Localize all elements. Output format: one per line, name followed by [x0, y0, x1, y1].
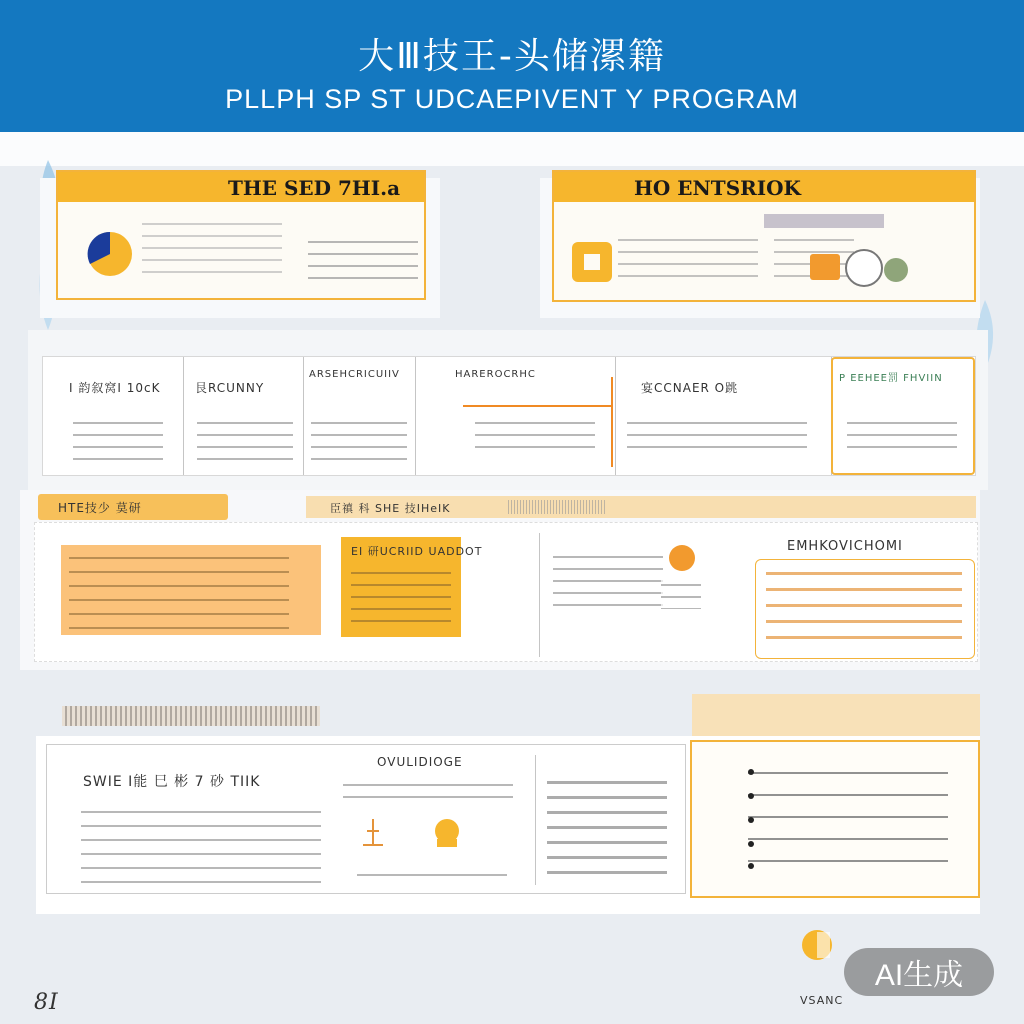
section3-card-title: OVULIDIOGE — [377, 755, 463, 769]
section3-mid-text-2 — [357, 869, 507, 883]
table-col-1-header: I 韵叙窝I 10cK — [69, 381, 161, 395]
orange-rule-vertical — [611, 377, 613, 467]
card-right — [552, 170, 976, 302]
table-col-6-header: P EEHEE罰 FHVIIN — [839, 373, 943, 384]
circle-chart-icon — [86, 230, 134, 278]
footer-right-mark: VSANC — [800, 994, 844, 1007]
card-left-text-block — [142, 218, 282, 276]
section2-body — [34, 522, 978, 662]
table-col-5-text — [627, 417, 807, 457]
table-col-3-header: ARSEHCRICUIIV — [309, 369, 400, 380]
card-right-title: HO ENTSRIOK — [634, 176, 801, 200]
section2-tab-left-label: HTE技少 莫研 — [58, 501, 142, 515]
ai-generated-badge: AI生成 — [844, 948, 994, 996]
table-col-2-text — [197, 417, 293, 461]
card-left-text-block-2 — [308, 236, 418, 280]
section2-tab-mid — [306, 496, 976, 518]
magnifier-icon — [810, 244, 910, 294]
title-english: PLLPH SP ST UDCAEPIVENT Y PROGRAM — [225, 84, 799, 114]
table-col-3 — [303, 357, 415, 475]
section3-divider — [535, 755, 536, 885]
table-col-4 — [415, 357, 615, 475]
section2-tab-left — [38, 494, 228, 520]
gray-bar — [764, 214, 884, 228]
section3-left-text — [81, 805, 321, 885]
footer-orange-icon — [800, 928, 834, 962]
table-col-3-text — [311, 417, 407, 461]
section2-tab-mid-text — [506, 500, 606, 514]
section2-orange-block-1-text — [69, 551, 289, 629]
table-col-2 — [183, 357, 303, 475]
section3-right-box — [690, 740, 980, 898]
table-col-6-text — [847, 417, 957, 457]
title-chinese: 大Ⅲ技王-头储漯籍 — [358, 36, 666, 77]
section2-middle-text — [553, 551, 663, 615]
table-col-5-header: 宴CCNAER O跳 — [641, 381, 739, 395]
table — [42, 356, 976, 476]
lamp-icon — [353, 815, 393, 855]
header-banner — [0, 0, 1024, 132]
table-col-5 — [615, 357, 831, 475]
section2-right-title: EMHKOVICHOMI — [787, 539, 903, 554]
table-col-2-header: 艮RCUNNY — [195, 381, 265, 395]
lock-icon — [427, 813, 467, 853]
section2-right-box — [755, 559, 975, 659]
section3-right-text — [547, 775, 667, 875]
section3-strip-right — [692, 694, 980, 736]
section2-right-box-text — [766, 566, 962, 650]
bullet-dots-icon — [746, 768, 756, 878]
table-col-1 — [43, 357, 183, 475]
table-col-6 — [831, 357, 975, 475]
table-col-4-header: HAREROCRHC — [455, 369, 536, 380]
orange-circle-icon — [667, 543, 697, 573]
orange-rule — [463, 405, 613, 407]
footer-left-mark: 8I — [34, 990, 59, 1015]
section2-middle-text-2 — [661, 579, 701, 609]
card-right-text-block — [618, 234, 758, 284]
card-left-title: THE SED 7HI.a — [228, 176, 401, 200]
section2-tab-mid-label: 臣禛 科 SHE 技IHeIK — [330, 502, 451, 515]
bullet-list — [748, 764, 948, 874]
orange-c-icon — [572, 242, 612, 282]
section2-orange-block-2-text — [351, 567, 451, 627]
section3-mid-text — [343, 779, 513, 807]
card-left — [56, 170, 426, 300]
section3-left-box — [46, 744, 686, 894]
section2-divider — [539, 533, 540, 657]
section2-orange-block-title: EI 研UCRIID UADDOT — [351, 545, 483, 558]
table-col-1-text — [73, 417, 163, 461]
section3-strip-left — [62, 706, 320, 726]
header-underband — [0, 132, 1024, 166]
section3-left-heading: SWIE I能 巳 彬 7 砂 TIIK — [83, 774, 261, 790]
table-col-4-text — [475, 417, 595, 457]
